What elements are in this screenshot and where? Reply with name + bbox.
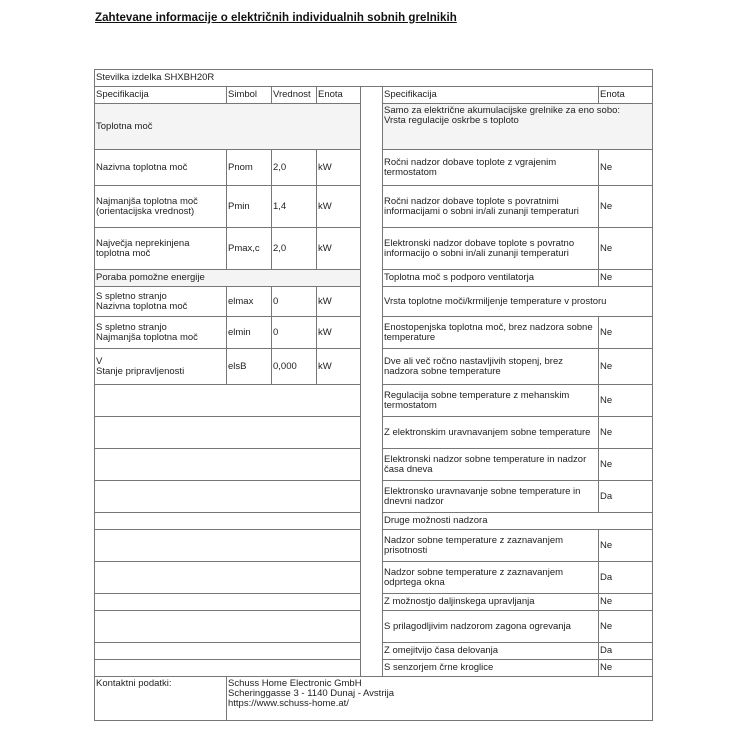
spec-cell-text: Nadzor sobne temperature z zaznavanjem prisotnosti [384,534,564,556]
value-cell-text: 2,0 [273,242,287,254]
spec-cell [383,186,599,228]
unit-cell [599,270,653,287]
contact-label [95,677,227,721]
storage-note [383,104,653,150]
unit-cell [599,594,653,611]
spec-cell-text: Ročni nadzor dobave toplote z vgrajenim termostatom [384,156,557,178]
table-row [95,449,653,481]
header-spec-text: Specifikacija [96,89,149,100]
unit-cell-text: Ne [600,161,613,173]
spec-cell [383,611,599,643]
spec-cell-text: S spletno stranjo Nazivna toplotna moč [96,290,188,312]
unit-cell [599,449,653,481]
table-row [95,660,653,677]
spec-cell [383,643,599,660]
table-row [95,186,653,228]
spec-cell [383,270,599,287]
spec-cell-text: Enostopenjska toplotna moč, brez nadzora sobne temperature [384,321,593,343]
column-gap [361,287,383,317]
unit-cell [599,643,653,660]
unit-cell [599,385,653,417]
table-row [95,594,653,611]
header-symbol-text: Simbol [228,89,258,100]
value-cell [272,349,317,385]
empty-cell [95,417,361,449]
header-spec-right [383,87,599,104]
spec-cell [95,317,227,349]
unit-cell-text: Ne [600,272,613,283]
symbol-cell [227,228,272,270]
table-row [95,87,653,104]
value-cell-text: 2,0 [273,161,287,173]
spec-cell-text: S spletno stranjo Najmanjša toplotna moč [96,321,198,343]
spec-cell-text: Z možnostjo daljinskega upravljanja [384,596,535,607]
column-gap [361,349,383,385]
value-cell-text: 0,000 [273,360,297,372]
column-gap [361,562,383,594]
column-gap [361,449,383,481]
section-room-temp-text: Vrsta toplotne moči/krmiljenje temperature v prostoru [384,295,607,307]
unit-cell-text: kW [318,295,332,307]
header-value [272,87,317,104]
unit-cell [599,611,653,643]
spec-cell [383,228,599,270]
unit-cell [599,150,653,186]
unit-cell [317,228,361,270]
contact-line: Schuss Home Electronic GmbH [228,678,362,689]
unit-cell [599,660,653,677]
value-cell [272,228,317,270]
unit-cell-text: kW [318,161,332,173]
column-gap [361,481,383,513]
unit-cell [599,417,653,449]
spec-cell-text: Največja neprekinjena toplotna moč [96,237,190,259]
page-title: Zahtevane informacije o električnih individualnih sobnih grelnikih [95,12,457,24]
contact-line: Scheringgasse 3 - 1140 Dunaj - Avstrija [228,688,394,699]
spec-cell-text: Nadzor sobne temperature z zaznavanjem odprtega okna [384,566,564,588]
header-value-text: Vrednost [273,89,311,100]
column-gap [361,228,383,270]
spec-cell [95,228,227,270]
unit-cell-text: Da [600,571,613,583]
spec-cell-text: Toplotna moč s podporo ventilatorja [384,272,534,283]
symbol-cell [227,150,272,186]
column-gap [361,530,383,562]
spec-cell-text: S prilagodljivim nadzorom zagona ogrevanja [384,620,571,632]
unit-cell-text: Da [600,490,613,502]
symbol-cell-text: Pnom [228,161,253,173]
header-spec [95,87,227,104]
table-row [95,611,653,643]
value-cell-text: 0 [273,295,279,307]
table-row [95,228,653,270]
unit-cell-text: Ne [600,200,613,212]
column-gap [361,385,383,417]
table-row [95,385,653,417]
section-other-options [383,513,653,530]
unit-cell-text: Ne [600,539,613,551]
empty-cell [95,481,361,513]
column-gap [361,317,383,349]
model-number-text: Stevilka izdelka SHXBH20R [96,72,215,83]
column-gap [361,417,383,449]
unit-cell [599,349,653,385]
unit-cell-text: Ne [600,394,613,406]
table-row [95,70,653,87]
header-unit-right [599,87,653,104]
column-gap [361,186,383,228]
empty-cell [95,611,361,643]
spec-cell-text: Elektronski nadzor dobave toplote s povratno informacijo o sobni in/ali zunanji temperaturi [384,237,575,259]
empty-cell [95,594,361,611]
unit-cell-text: Ne [600,242,613,254]
spec-cell-text: Z omejitvijo časa delovanja [384,645,499,656]
header-unit-right-text: Enota [600,89,625,100]
unit-cell [599,530,653,562]
unit-cell-text: Ne [600,620,613,632]
spec-cell-text: Najmanjša toplotna moč (orientacijska vrednost) [96,195,198,217]
symbol-cell-text: Pmin [228,200,250,212]
unit-cell-text: Da [600,645,613,656]
spec-cell [383,349,599,385]
value-cell [272,186,317,228]
spec-cell [383,530,599,562]
empty-cell [95,660,361,677]
empty-cell [95,643,361,660]
empty-cell [95,385,361,417]
table-row [95,104,653,150]
unit-cell-text: Ne [600,596,613,607]
value-cell-text: 1,4 [273,200,287,212]
column-gap [361,513,383,530]
unit-cell-text: Ne [600,326,613,338]
spec-cell-text: Regulacija sobne temperature z mehanskim termostatom [384,389,570,411]
unit-cell-text: Ne [600,426,613,438]
unit-cell-text: kW [318,242,332,254]
symbol-cell [227,287,272,317]
spec-cell-text: Ročni nadzor dobave toplote s povratnimi informacijami o sobni in/ali zunanji temperaturi [384,195,579,217]
spec-cell [383,562,599,594]
column-gap [361,270,383,287]
contact-details [227,677,653,721]
symbol-cell [227,186,272,228]
symbol-cell-text: Pmax,c [228,242,260,254]
spec-cell [383,385,599,417]
symbol-cell [227,317,272,349]
section-aux-energy-text: Poraba pomožne energije [96,272,205,283]
spec-cell [383,150,599,186]
empty-cell [95,530,361,562]
unit-cell-text: kW [318,200,332,212]
value-cell [272,150,317,186]
spec-cell-text: Elektronsko uravnavanje sobne temperature in dnevni nadzor [384,485,581,507]
spec-cell-text: S senzorjem črne kroglice [384,662,494,673]
table-row [95,349,653,385]
symbol-cell-text: elsB [228,360,247,372]
table-row [95,317,653,349]
unit-cell-text: Ne [600,458,613,470]
unit-cell [599,562,653,594]
empty-cell [95,562,361,594]
column-gap [361,643,383,660]
table-row [95,270,653,287]
header-unit-text: Enota [318,89,343,100]
spec-cell [95,186,227,228]
unit-cell-text: Ne [600,360,613,372]
spec-cell [383,594,599,611]
symbol-cell-text: elmax [228,295,254,307]
header-spec-right-text: Specifikacija [384,89,437,100]
spec-cell [383,660,599,677]
spec-cell [383,317,599,349]
spec-cell [95,349,227,385]
table-row [95,562,653,594]
spec-cell-text: Elektronski nadzor sobne temperature in nadzor časa dneva [384,453,587,475]
symbol-cell [227,349,272,385]
unit-cell [599,186,653,228]
column-gap [361,594,383,611]
section-aux-energy [95,270,361,287]
spec-table-body [95,70,653,721]
header-unit [317,87,361,104]
spec-cell [383,449,599,481]
empty-cell [95,513,361,530]
unit-cell [599,317,653,349]
storage-note-text: Samo za električne akumulacijske grelnike za eno sobo: Vrsta regulacije oskrbe s toploto [384,105,621,126]
value-cell [272,287,317,317]
contact-website[interactable]: https://www.schuss-home.at/ [228,698,349,709]
value-cell [272,317,317,349]
column-gap [361,611,383,643]
unit-cell [317,150,361,186]
section-heat-output-text: Toplotna moč [96,120,153,132]
unit-cell [317,186,361,228]
spec-cell-text: Z elektronskim uravnavanjem sobne temperature [384,426,591,438]
table-row [95,150,653,186]
table-row [95,530,653,562]
spec-cell-text: Nazivna toplotna moč [96,161,188,173]
table-row [95,287,653,317]
spec-cell-text: V Stanje pripravljenosti [96,355,185,377]
table-row [95,417,653,449]
unit-cell [317,317,361,349]
symbol-cell-text: elmin [228,326,251,338]
column-gap [361,660,383,677]
spec-cell [383,481,599,513]
value-cell-text: 0 [273,326,279,338]
spec-table [94,69,653,721]
unit-cell-text: Ne [600,662,613,673]
column-gap [361,87,383,104]
column-gap [361,104,383,150]
header-symbol [227,87,272,104]
section-heat-output [95,104,361,150]
section-other-options-text: Druge možnosti nadzora [384,515,488,526]
column-gap [361,150,383,186]
spec-cell-text: Dve ali več ročno nastavljivih stopenj, brez nadzora sobne temperature [384,355,564,377]
spec-cell [95,150,227,186]
table-row [95,513,653,530]
table-row [95,643,653,660]
contact-label-text: Kontaktni podatki: [96,678,172,689]
section-room-temp [383,287,653,317]
model-number [95,70,653,87]
unit-cell [599,228,653,270]
spec-cell [95,287,227,317]
unit-cell [317,287,361,317]
contact-row [95,677,653,721]
unit-cell-text: kW [318,326,332,338]
unit-cell [599,481,653,513]
unit-cell-text: kW [318,360,332,372]
empty-cell [95,449,361,481]
unit-cell [317,349,361,385]
table-row [95,481,653,513]
spec-cell [383,417,599,449]
